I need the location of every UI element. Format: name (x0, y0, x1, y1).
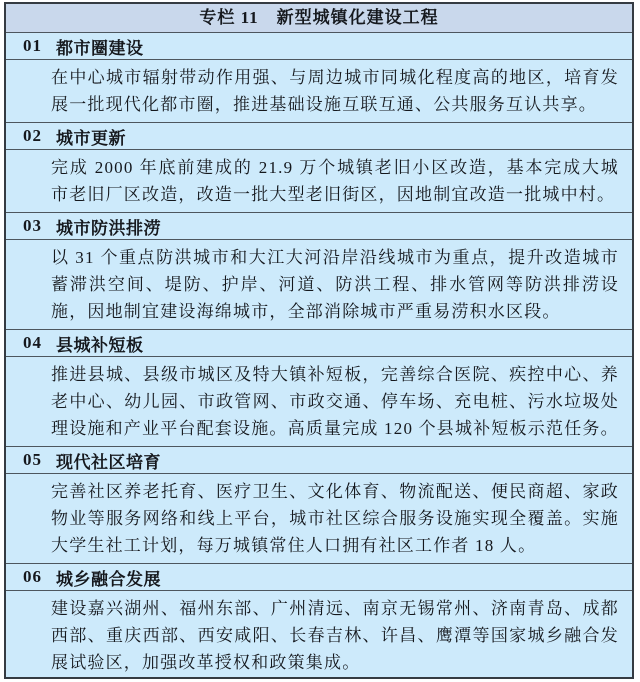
section-heading: 都市圈建设 (56, 38, 144, 58)
section-06-title-row (6, 564, 632, 591)
section-heading: 县城补短板 (56, 335, 144, 355)
section-number: 06 (23, 567, 42, 586)
section-01-body: 在中心城市辐射带动作用强、与周边城市同城化程度高的地区，培育发展一批现代化都市圈，推进基础设施互联互通、公共服务互认共享。 (6, 60, 632, 123)
section-number: 02 (23, 126, 42, 145)
section-02-title-row (6, 123, 632, 150)
section-number: 01 (23, 36, 42, 55)
section-05-body: 完善社区养老托育、医疗卫生、文化体育、物流配送、便民商超、家政物业等服务网络和线上平台，城市社区综合服务设施实现全覆盖。实施大学生社工计划，每万城镇常住人口拥有社区工作者 18 人。 (6, 474, 632, 564)
section-02-body: 完成 2000 年底前建成的 21.9 万个城镇老旧小区改造，基本完成大城市老旧厂区改造，改造一批大型老旧街区，因地制宜改造一批城中村。 (6, 150, 632, 213)
section-number: 04 (23, 333, 42, 352)
section-number: 05 (23, 450, 42, 469)
section-06-body: 建设嘉兴湖州、福州东部、广州清远、南京无锡常州、济南青岛、成都西部、重庆西部、西安咸阳、长春吉林、许昌、鹰潭等国家城乡融合发展试验区，加强改革授权和政策集成。 (6, 591, 632, 679)
section-03-title-row (6, 213, 632, 240)
section-heading: 现代社区培育 (56, 452, 161, 472)
section-number: 03 (23, 216, 42, 235)
section-heading: 城市防洪排涝 (56, 218, 161, 238)
section-01-title-row (6, 33, 632, 60)
box-panel (4, 2, 634, 679)
section-03-body: 以 31 个重点防洪城市和大江大河沿岸沿线城市为重点，提升改造城市蓄滞洪空间、堤防、护岸、河道、防洪工程、排水管网等防洪排涝设施，因地制宜建设海绵城市，全部消除城市严重易涝积水区段。 (6, 240, 632, 330)
box-title: 专栏 11 新型城镇化建设工程 (6, 4, 632, 33)
section-04-title-row (6, 330, 632, 357)
section-heading: 城乡融合发展 (56, 569, 161, 589)
section-heading: 城市更新 (56, 128, 126, 148)
section-05-title-row (6, 447, 632, 474)
section-04-body: 推进县城、县级市城区及特大镇补短板，完善综合医院、疾控中心、养老中心、幼儿园、市政管网、市政交通、停车场、充电桩、污水垃圾处理设施和产业平台配套设施。高质量完成 120 个县城补短板示范任务。 (6, 357, 632, 447)
